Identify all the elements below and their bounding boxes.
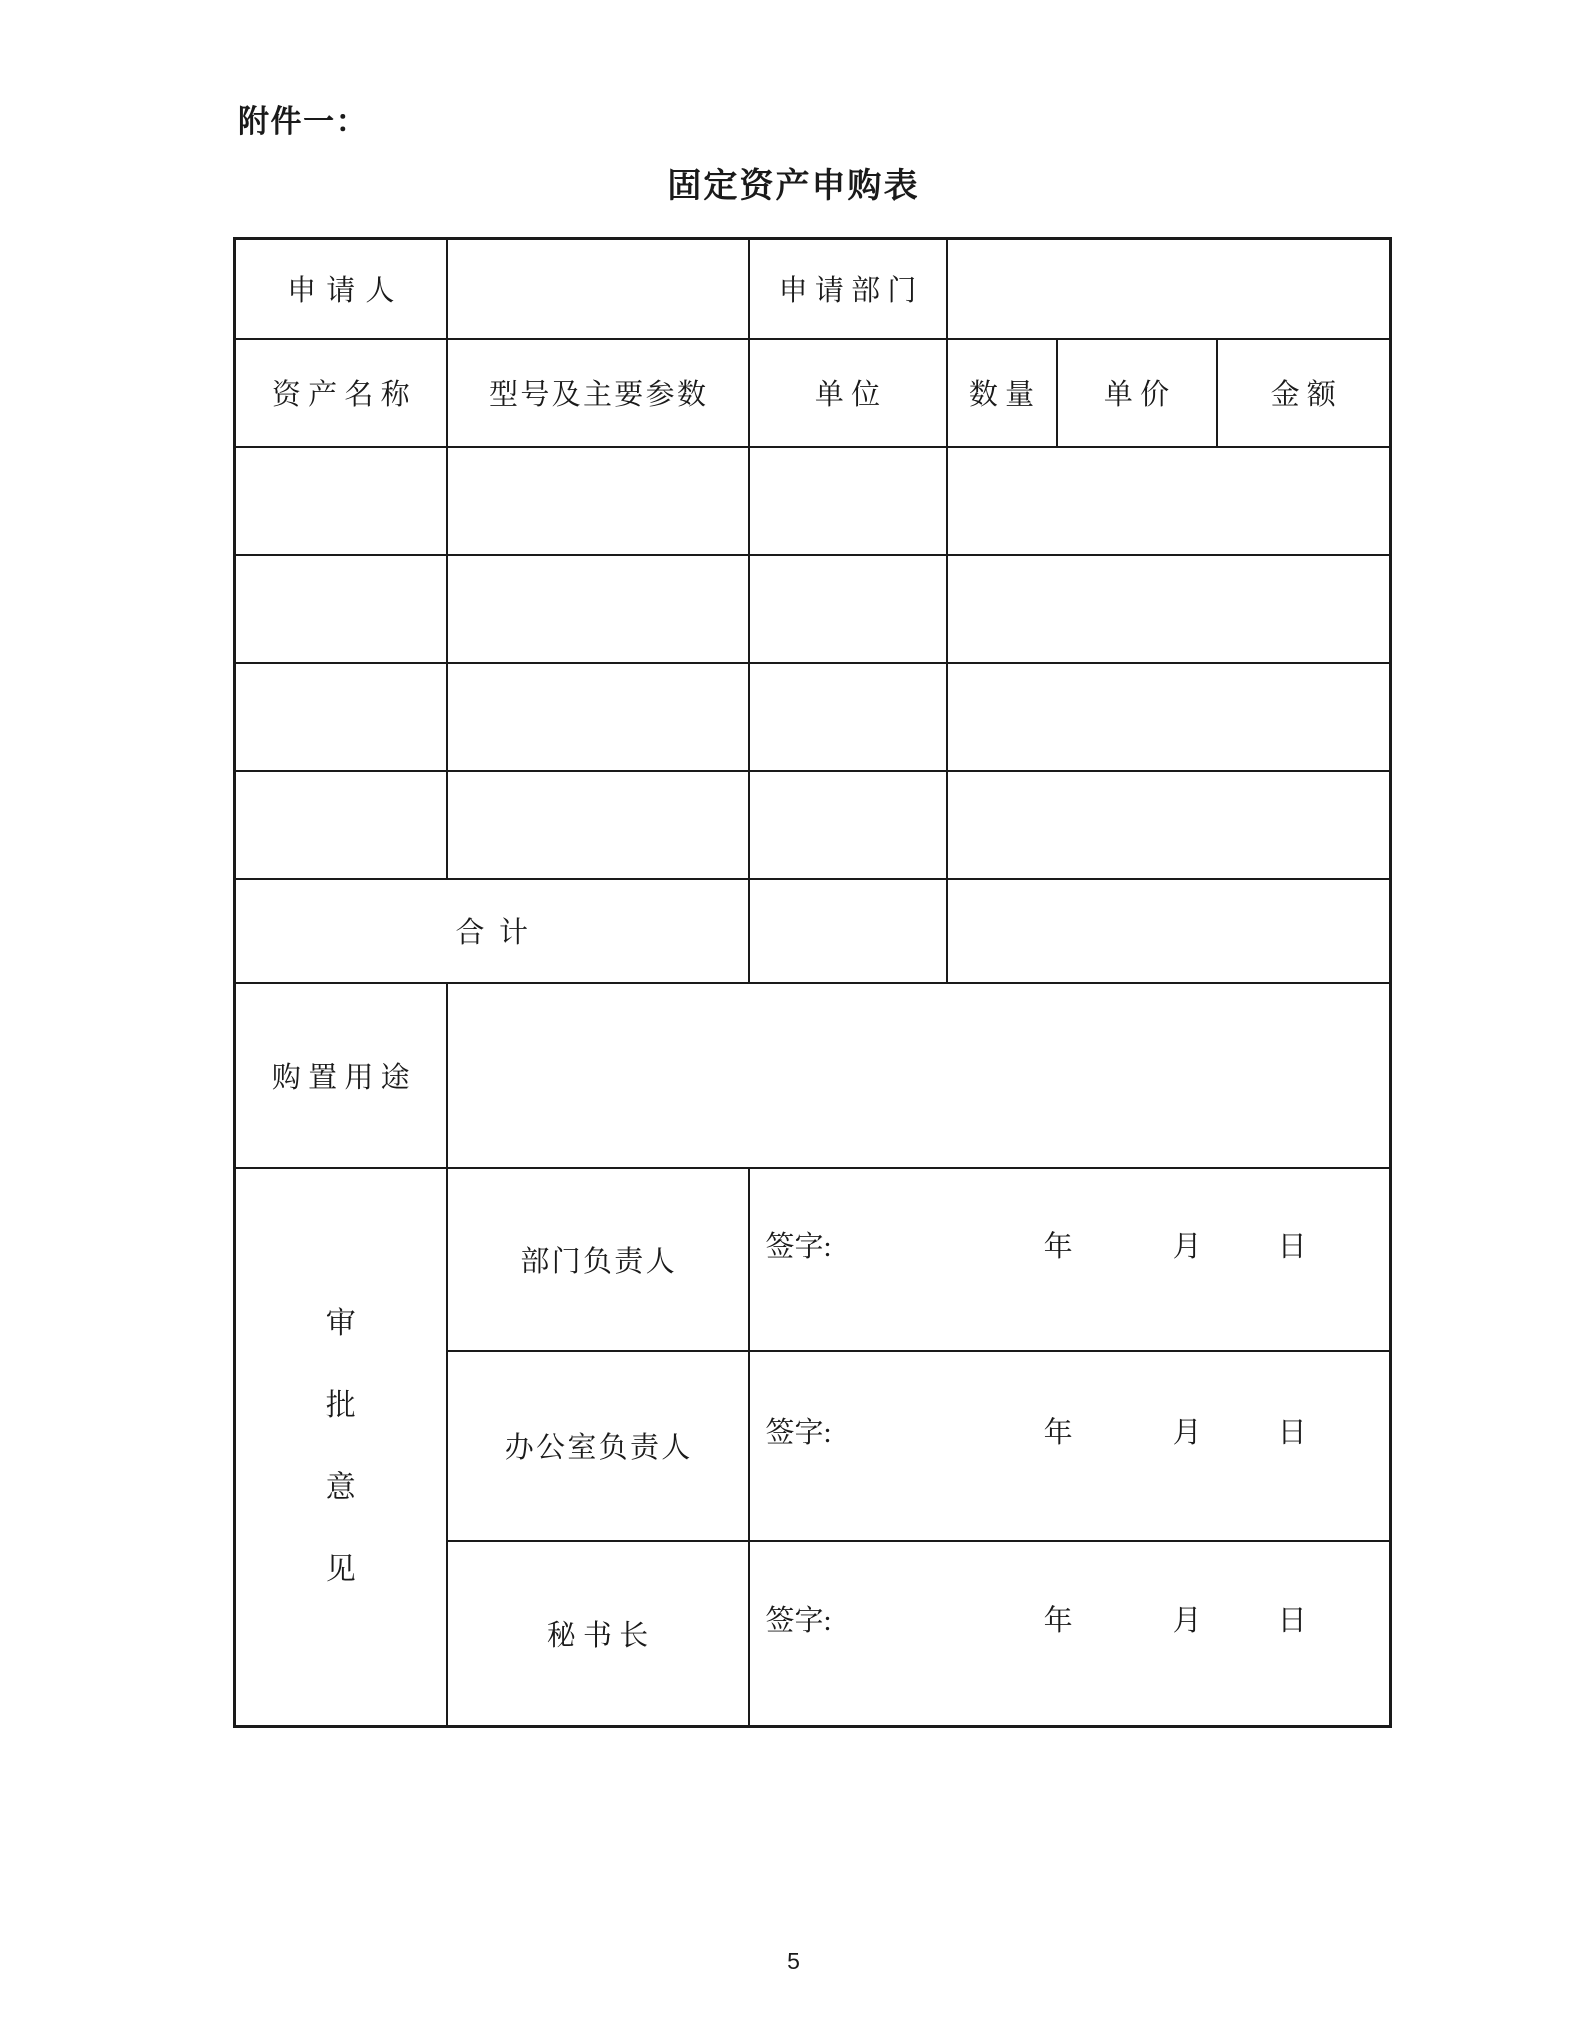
empty-model-cell — [447, 771, 749, 879]
approval-row-department-head — [235, 1168, 1391, 1351]
department-value-cell — [947, 239, 1391, 339]
applicant-row — [235, 239, 1391, 339]
sign-label: 签字: — [765, 1604, 832, 1637]
total-row — [235, 879, 1391, 983]
sign-label: 签字: — [765, 1230, 832, 1263]
empty-qty-price-amount-cell — [947, 771, 1391, 879]
empty-unit-cell — [749, 555, 947, 663]
column-header-row — [235, 339, 1391, 447]
empty-asset-name-cell — [235, 771, 447, 879]
sign-label: 签字: — [765, 1417, 832, 1449]
signature-line — [750, 1224, 1390, 1295]
month-label: 月 — [1172, 1230, 1202, 1263]
total-label-cell: 合计 — [235, 879, 749, 983]
signature-cell-office-head — [749, 1351, 1391, 1541]
data-row — [235, 663, 1391, 771]
empty-qty-price-amount-cell — [947, 663, 1391, 771]
applicant-label-cell: 申请人 — [235, 239, 447, 339]
total-unit-cell — [749, 879, 947, 983]
day-label: 日 — [1277, 1230, 1307, 1263]
empty-unit-cell — [749, 447, 947, 555]
signature-line — [750, 1598, 1390, 1669]
header-asset-name: 资产名称 — [235, 339, 447, 447]
empty-asset-name-cell — [235, 555, 447, 663]
signature-cell-secretary-general — [749, 1541, 1391, 1727]
header-amount: 金额 — [1217, 339, 1391, 447]
month-label: 月 — [1172, 1417, 1202, 1449]
empty-qty-price-amount-cell — [947, 447, 1391, 555]
header-unit: 单位 — [749, 339, 947, 447]
page-title: 固定资产申购表 — [667, 168, 920, 205]
total-value-cell — [947, 879, 1391, 983]
role-label-office-head: 办公室负责人 — [447, 1351, 749, 1541]
purpose-row — [235, 983, 1391, 1168]
empty-qty-price-amount-cell — [947, 555, 1391, 663]
empty-unit-cell — [749, 663, 947, 771]
signature-line — [750, 1410, 1390, 1481]
day-label: 日 — [1277, 1417, 1307, 1449]
purchase-form-table — [233, 237, 1392, 1728]
year-label: 年 — [1043, 1230, 1073, 1263]
month-label: 月 — [1172, 1604, 1202, 1637]
header-unit-price: 单价 — [1057, 339, 1217, 447]
purpose-value-cell — [447, 983, 1391, 1168]
empty-unit-cell — [749, 771, 947, 879]
year-label: 年 — [1043, 1417, 1073, 1449]
data-row — [235, 447, 1391, 555]
day-label: 日 — [1277, 1604, 1307, 1637]
header-model-specs: 型号及主要参数 — [447, 339, 749, 447]
purpose-label-cell: 购置用途 — [235, 983, 447, 1168]
approval-section-label-cell — [235, 1168, 447, 1727]
department-label-cell: 申请部门 — [749, 239, 947, 339]
page-number: 5 — [787, 1948, 800, 1974]
empty-asset-name-cell — [235, 663, 447, 771]
data-row — [235, 771, 1391, 879]
empty-model-cell — [447, 447, 749, 555]
year-label: 年 — [1043, 1604, 1073, 1637]
empty-asset-name-cell — [235, 447, 447, 555]
role-label-secretary-general: 秘书长 — [447, 1541, 749, 1727]
role-label-department-head: 部门负责人 — [447, 1168, 749, 1351]
signature-cell-department-head — [749, 1168, 1391, 1351]
data-row — [235, 555, 1391, 663]
empty-model-cell — [447, 663, 749, 771]
applicant-value-cell — [447, 239, 749, 339]
approval-section-label: 审 批 意 见 — [325, 1306, 356, 1586]
header-quantity: 数量 — [947, 339, 1057, 447]
attachment-label: 附件一： — [238, 104, 369, 139]
empty-model-cell — [447, 555, 749, 663]
